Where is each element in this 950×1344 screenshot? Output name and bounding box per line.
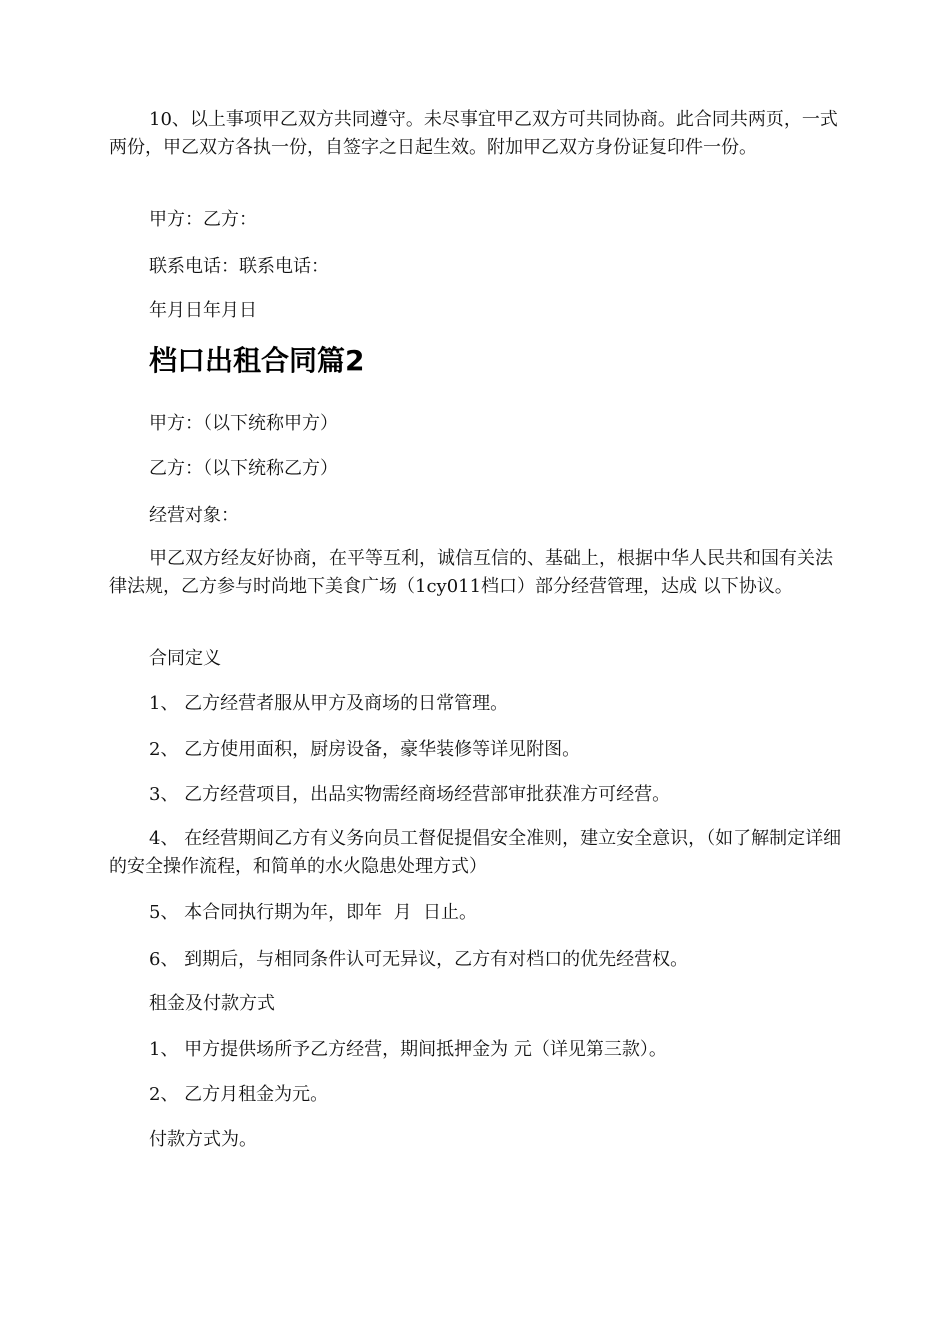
paragraph-contract-definition: 合同定义 bbox=[149, 648, 221, 669]
paragraph-rent-1: 1、 甲方提供场所予乙方经营，期间抵押金为 元（详见第三款）。 bbox=[149, 1039, 667, 1060]
paragraph-definition-1: 1、 乙方经营者服从甲方及商场的日常管理。 bbox=[149, 693, 509, 714]
paragraph-definition-6: 6、 到期后，与相同条件认可无异议，乙方有对档口的优先经营权。 bbox=[149, 949, 689, 970]
paragraph-payment-method: 付款方式为。 bbox=[149, 1129, 257, 1150]
paragraph-date-line: 年月日年月日 bbox=[149, 300, 257, 321]
paragraph-contact-phone: 联系电话：联系电话： bbox=[149, 256, 329, 277]
paragraph-rent-2: 2、 乙方月租金为元。 bbox=[149, 1084, 329, 1105]
paragraph-agreement-intro: 甲乙双方经友好协商，在平等互利，诚信互信的、基础上，根据中华人民共和国有关法律法规，乙方参与时尚地下美食广场（1cy011档口）部分经营管理，达成 以下协议。 bbox=[109, 548, 833, 597]
paragraph-definition-2: 2、 乙方使用面积，厨房设备，豪华装修等详见附图。 bbox=[149, 739, 581, 760]
section-heading: 档口出租合同篇2 bbox=[149, 344, 365, 377]
paragraph-party-a: 甲方：（以下统称甲方） bbox=[149, 413, 338, 434]
paragraph-definition-3: 3、 乙方经营项目，出品实物需经商场经营部审批获准方可经营。 bbox=[149, 784, 671, 805]
paragraph-clause-10: 10、以上事项甲乙双方共同遵守。未尽事宜甲乙双方可共同协商。此合同共两页，一式两份，甲乙双方各执一份，自签字之日起生效。附加甲乙双方身份证复印件一份。 bbox=[109, 109, 838, 158]
paragraph-rent-heading: 租金及付款方式 bbox=[149, 993, 275, 1014]
paragraph-signature-parties: 甲方：乙方： bbox=[149, 209, 257, 230]
paragraph-party-b: 乙方：（以下统称乙方） bbox=[149, 458, 338, 479]
paragraph-business-object: 经营对象： bbox=[149, 505, 239, 526]
paragraph-definition-4: 4、 在经营期间乙方有义务向员工督促提倡安全准则，建立安全意识，（如了解制定详细的安全操作流程，和简单的水火隐患处理方式） bbox=[109, 828, 842, 877]
paragraph-definition-5: 5、 本合同执行期为年，即年 月 日止。 bbox=[149, 902, 478, 923]
